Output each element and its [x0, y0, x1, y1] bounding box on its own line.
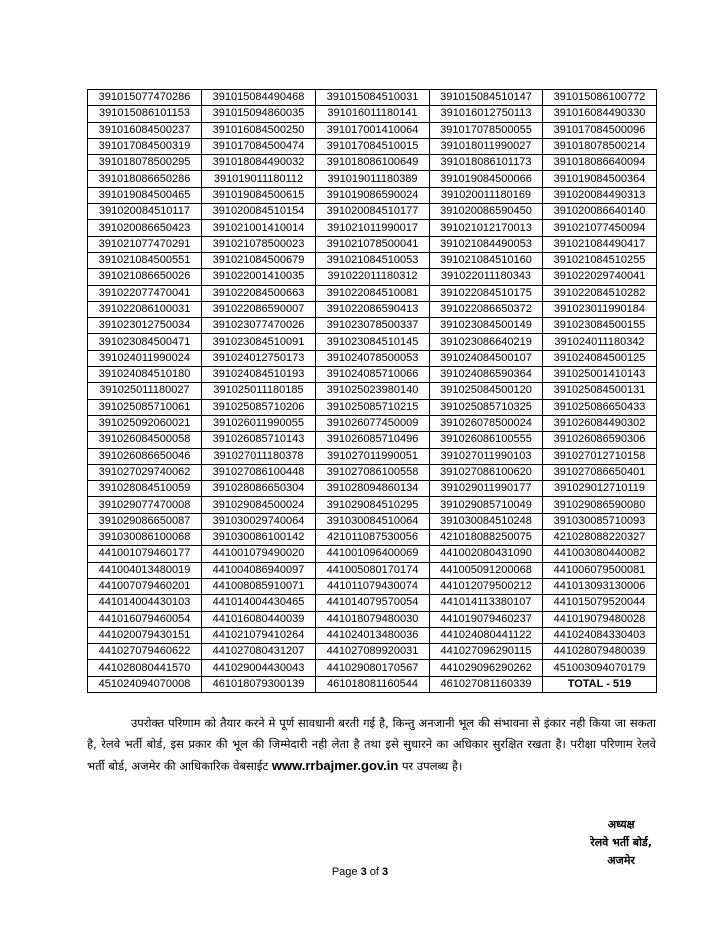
roll-number-cell: 391024085710066	[316, 367, 430, 383]
roll-number-cell: 391023086640219	[430, 334, 543, 350]
roll-number-cell: 441027079460622	[88, 644, 202, 660]
of-word: of	[369, 866, 379, 878]
roll-number-cell: 391027086650401	[543, 464, 657, 480]
roll-number-cell: 441007079460201	[88, 578, 202, 594]
roll-number-cell: 391015077470286	[88, 90, 202, 106]
signature-block	[590, 816, 652, 870]
roll-number-cell: 391023077470026	[202, 318, 316, 334]
roll-number-cell: 391023084500149	[430, 318, 543, 334]
roll-number-cell: 391020011180169	[430, 187, 543, 203]
roll-number-cell: 391029084500024	[202, 497, 316, 513]
roll-number-cell: 391030086100068	[88, 530, 202, 546]
table-row	[88, 399, 657, 415]
roll-number-cell: 391022029740041	[543, 269, 657, 285]
table-row	[88, 578, 657, 594]
table-row	[88, 236, 657, 252]
roll-number-cell: 391023084510091	[202, 334, 316, 350]
roll-number-cell: 391017084500319	[88, 138, 202, 154]
roll-number-cell: 391024012750173	[202, 350, 316, 366]
roll-number-cell: 441024084330403	[543, 627, 657, 643]
signature-organization: रेलवे भर्ती बोर्ड,	[590, 836, 652, 849]
roll-number-cell: 441027089920031	[316, 644, 430, 660]
roll-number-cell: 391021084500551	[88, 252, 202, 268]
roll-number-cell: 441014004430103	[88, 595, 202, 611]
roll-number-cell: 391021084490053	[430, 236, 543, 252]
roll-number-cell: 391024086590364	[430, 367, 543, 383]
roll-number-cell: 391030086100142	[202, 530, 316, 546]
table-row	[88, 676, 657, 692]
roll-number-cell: 391022084510175	[430, 285, 543, 301]
roll-number-cell: 391019011180112	[202, 171, 316, 187]
roll-number-cell: 391028086650304	[202, 481, 316, 497]
roll-number-cell: 391025085710215	[316, 399, 430, 415]
roll-number-cell: 391024084500125	[543, 350, 657, 366]
table-row	[88, 644, 657, 660]
table-row	[88, 611, 657, 627]
roll-number-cell: 421018088250075	[430, 530, 543, 546]
roll-number-cell: 441014004430465	[202, 595, 316, 611]
results-table	[87, 89, 657, 693]
roll-number-cell: 391025011180027	[88, 383, 202, 399]
roll-number-cell: 391027011990051	[316, 448, 430, 464]
roll-number-cell: 391020084510177	[316, 204, 430, 220]
roll-number-cell: 391018078500214	[543, 138, 657, 154]
roll-number-cell: 441029096290262	[430, 660, 543, 676]
roll-number-cell: 391018086100649	[316, 155, 430, 171]
roll-number-cell: 391024084510193	[202, 367, 316, 383]
signature-title: अध्यक्ष	[607, 818, 635, 831]
roll-number-cell: 441018079480030	[316, 611, 430, 627]
roll-number-cell: 391023084500471	[88, 334, 202, 350]
roll-number-cell: 441027080431207	[202, 644, 316, 660]
roll-number-cell: 441019079480028	[543, 611, 657, 627]
page-footer	[0, 866, 720, 878]
roll-number-cell: 391022084510282	[543, 285, 657, 301]
roll-number-cell: 441004013480019	[88, 562, 202, 578]
roll-number-cell: 391018078500295	[88, 155, 202, 171]
roll-number-cell: 441019079460237	[430, 611, 543, 627]
table-row	[88, 269, 657, 285]
roll-number-cell: 391022077470041	[88, 285, 202, 301]
roll-number-cell: 391030029740064	[202, 513, 316, 529]
roll-number-cell: 391026078500024	[430, 415, 543, 431]
roll-number-cell: 391025084500120	[430, 383, 543, 399]
roll-number-cell: 391015084510031	[316, 90, 430, 106]
roll-number-cell: 391029086590080	[543, 497, 657, 513]
roll-number-cell: 391027012710158	[543, 448, 657, 464]
disclaimer-suffix: पर उपलब्ध है।	[398, 759, 463, 773]
table-row	[88, 415, 657, 431]
roll-number-cell: 391021077470291	[88, 236, 202, 252]
roll-number-cell: 391020084510117	[88, 204, 202, 220]
roll-number-cell: 391026077450009	[316, 415, 430, 431]
roll-number-cell: 391021078500041	[316, 236, 430, 252]
roll-number-cell: 391023078500337	[316, 318, 430, 334]
roll-number-cell: 391021011990017	[316, 220, 430, 236]
roll-number-cell: 391025011180185	[202, 383, 316, 399]
roll-number-cell: 391016084490330	[543, 106, 657, 122]
roll-number-cell: 391025085710325	[430, 399, 543, 415]
roll-number-cell: 391016011180141	[316, 106, 430, 122]
table-row	[88, 627, 657, 643]
roll-number-cell: 461018079300139	[202, 676, 316, 692]
roll-number-cell: 391015084490468	[202, 90, 316, 106]
table-row	[88, 122, 657, 138]
roll-number-cell: 391022011180312	[316, 269, 430, 285]
roll-number-cell: 391022011180343	[430, 269, 543, 285]
roll-number-cell: 391024078500053	[316, 350, 430, 366]
roll-number-cell: 441024080441122	[430, 627, 543, 643]
table-row	[88, 497, 657, 513]
roll-number-cell: 441016079460054	[88, 611, 202, 627]
roll-number-cell: 391026086590306	[543, 432, 657, 448]
roll-number-cell: 441003080440082	[543, 546, 657, 562]
roll-number-cell: 391021084510160	[430, 252, 543, 268]
table-row	[88, 204, 657, 220]
roll-number-cell: 391030085710093	[543, 513, 657, 529]
roll-number-cell: 391025023980140	[316, 383, 430, 399]
roll-number-cell: 391026085710143	[202, 432, 316, 448]
roll-number-cell: 391029012710119	[543, 481, 657, 497]
roll-number-cell: 391022086650372	[430, 301, 543, 317]
roll-number-cell: 441014113380107	[430, 595, 543, 611]
roll-number-cell: 391029084510295	[316, 497, 430, 513]
table-row	[88, 318, 657, 334]
roll-number-cell: 391021001410014	[202, 220, 316, 236]
roll-number-cell: 441028080441570	[88, 660, 202, 676]
table-row	[88, 301, 657, 317]
page-word: Page	[331, 866, 358, 878]
table-row	[88, 660, 657, 676]
roll-number-cell: 391021084510053	[316, 252, 430, 268]
roll-number-cell: 441015079520044	[543, 595, 657, 611]
roll-number-cell: 391017078500055	[430, 122, 543, 138]
table-row	[88, 252, 657, 268]
roll-number-cell: 391017084510015	[316, 138, 430, 154]
table-row	[88, 546, 657, 562]
roll-number-cell: 391029085710049	[430, 497, 543, 513]
roll-number-cell: 391030084510248	[430, 513, 543, 529]
roll-number-cell: 391019086590024	[316, 187, 430, 203]
table-row	[88, 90, 657, 106]
roll-number-cell: 391027029740062	[88, 464, 202, 480]
roll-number-cell: 391025001410143	[543, 367, 657, 383]
roll-number-cell: 391015086100772	[543, 90, 657, 106]
roll-number-cell: 391018086650286	[88, 171, 202, 187]
roll-number-cell: 391025084500131	[543, 383, 657, 399]
roll-number-cell: 391020084490313	[543, 187, 657, 203]
roll-number-cell: 391017001410064	[316, 122, 430, 138]
roll-number-cell: 391027086100620	[430, 464, 543, 480]
roll-number-cell: 441029080170567	[316, 660, 430, 676]
roll-number-cell: 391021086650026	[88, 269, 202, 285]
roll-number-cell: 391021078500023	[202, 236, 316, 252]
table-row	[88, 155, 657, 171]
roll-number-cell: 391021084510255	[543, 252, 657, 268]
roll-number-cell: 391023012750034	[88, 318, 202, 334]
roll-number-cell: 461018081160544	[316, 676, 430, 692]
roll-number-cell: 391026011990055	[202, 415, 316, 431]
roll-number-cell: 441008085910071	[202, 578, 316, 594]
roll-number-cell: 391029077470008	[88, 497, 202, 513]
roll-number-cell: 391025085710206	[202, 399, 316, 415]
roll-number-cell: 391019084500364	[543, 171, 657, 187]
roll-number-cell: 391018084490032	[202, 155, 316, 171]
roll-number-cell: 441004086940097	[202, 562, 316, 578]
roll-number-cell: 391016012750113	[430, 106, 543, 122]
roll-number-cell: 441011079430074	[316, 578, 430, 594]
table-row	[88, 334, 657, 350]
roll-number-cell: 391020086590450	[430, 204, 543, 220]
roll-number-cell: 441024013480036	[316, 627, 430, 643]
roll-number-cell: 391015094860035	[202, 106, 316, 122]
roll-number-cell: 441001096400069	[316, 546, 430, 562]
roll-number-cell: 391019011180389	[316, 171, 430, 187]
table-row	[88, 285, 657, 301]
roll-number-cell: 391019084500615	[202, 187, 316, 203]
roll-number-cell: 391020086650423	[88, 220, 202, 236]
roll-number-cell: 441014079570054	[316, 595, 430, 611]
roll-number-cell: 391020084510154	[202, 204, 316, 220]
table-row	[88, 513, 657, 529]
roll-number-cell: 441016080440039	[202, 611, 316, 627]
table-row	[88, 562, 657, 578]
roll-number-cell: 441001079490020	[202, 546, 316, 562]
roll-number-cell: 391024084500107	[430, 350, 543, 366]
roll-number-cell: 391016084500250	[202, 122, 316, 138]
roll-number-cell: 391024011180342	[543, 334, 657, 350]
roll-number-cell: 391015084510147	[430, 90, 543, 106]
roll-number-cell: 441005080170174	[316, 562, 430, 578]
roll-number-cell: 391023084510145	[316, 334, 430, 350]
table-row	[88, 530, 657, 546]
table-row	[88, 187, 657, 203]
roll-number-cell: 391026084490302	[543, 415, 657, 431]
roll-number-cell: 441005091200068	[430, 562, 543, 578]
table-row	[88, 595, 657, 611]
roll-number-cell: 451003094070179	[543, 660, 657, 676]
roll-number-cell: 391027011990103	[430, 448, 543, 464]
roll-number-cell: 391023011990184	[543, 301, 657, 317]
current-page-number: 3	[360, 866, 367, 878]
roll-number-cell: 391021012170013	[430, 220, 543, 236]
roll-number-cell: 391026084500058	[88, 432, 202, 448]
roll-number-cell: 391027011180378	[202, 448, 316, 464]
roll-number-cell: 441002080431090	[430, 546, 543, 562]
table-row	[88, 138, 657, 154]
roll-number-cell: 391022086590007	[202, 301, 316, 317]
roll-number-cell: 391026085710496	[316, 432, 430, 448]
roll-number-cell: 391028094860134	[316, 481, 430, 497]
roll-number-cell: 391021077450094	[543, 220, 657, 236]
roll-number-cell: 391030084510064	[316, 513, 430, 529]
roll-number-cell: 391017084500474	[202, 138, 316, 154]
roll-number-cell: 441028079480039	[543, 644, 657, 660]
roll-number-cell: 391022001410035	[202, 269, 316, 285]
roll-number-cell: 391025085710061	[88, 399, 202, 415]
roll-number-cell: 391017084500096	[543, 122, 657, 138]
roll-number-cell: 391022086590413	[316, 301, 430, 317]
disclaimer-paragraph	[87, 713, 656, 777]
roll-number-cell: 441001079460177	[88, 546, 202, 562]
roll-number-cell: 421028088220327	[543, 530, 657, 546]
roll-number-cell: 391022084510081	[316, 285, 430, 301]
roll-number-cell: 391027086100448	[202, 464, 316, 480]
roll-number-cell: 391023084500155	[543, 318, 657, 334]
table-row	[88, 350, 657, 366]
roll-number-cell: 391015086101153	[88, 106, 202, 122]
roll-number-cell: 391021084500679	[202, 252, 316, 268]
roll-number-cell: 391018011990027	[430, 138, 543, 154]
table-row	[88, 464, 657, 480]
roll-number-cell: 441012079500212	[430, 578, 543, 594]
roll-number-cell: 391024011990024	[88, 350, 202, 366]
roll-number-cell: 391025086650433	[543, 399, 657, 415]
roll-number-cell: 421011087530056	[316, 530, 430, 546]
table-row	[88, 220, 657, 236]
total-count-cell: TOTAL - 519	[543, 676, 657, 692]
roll-number-cell: 391019084500066	[430, 171, 543, 187]
table-row	[88, 383, 657, 399]
roll-number-cell: 391026086100555	[430, 432, 543, 448]
roll-number-cell: 391024084510180	[88, 367, 202, 383]
table-row	[88, 481, 657, 497]
roll-number-cell: 441021079410264	[202, 627, 316, 643]
signature-location: अजमेर	[607, 854, 635, 867]
roll-number-cell: 391016084500237	[88, 122, 202, 138]
table-row	[88, 367, 657, 383]
total-page-number: 3	[382, 866, 389, 878]
roll-number-cell: 391021084490417	[543, 236, 657, 252]
roll-number-cell: 391018086101173	[430, 155, 543, 171]
table-row	[88, 106, 657, 122]
table-row	[88, 171, 657, 187]
roll-number-cell: 391029011990177	[430, 481, 543, 497]
roll-number-cell: 391022086100031	[88, 301, 202, 317]
roll-number-cell: 391018086640094	[543, 155, 657, 171]
roll-number-cell: 441029004430043	[202, 660, 316, 676]
roll-number-cell: 441020079430151	[88, 627, 202, 643]
roll-number-cell: 391019084500465	[88, 187, 202, 203]
table-row	[88, 432, 657, 448]
roll-number-cell: 391020086640140	[543, 204, 657, 220]
roll-number-cell: 441027096290115	[430, 644, 543, 660]
roll-number-cell: 391027086100558	[316, 464, 430, 480]
roll-number-cell: 461027081160339	[430, 676, 543, 692]
table-row	[88, 448, 657, 464]
roll-number-cell: 391022084500663	[202, 285, 316, 301]
results-table-body	[88, 90, 657, 693]
disclaimer-text: उपरोक्त परिणाम को तैयार करने मे पूर्ण सावधानी बरती गई है, किन्तु अनजानी भूल की संभावना से इंकार नही किया जा सकता है, रेलवे भर्ती बोर्ड, इस प्रकार की भूल की जिम्मेदारी नही लेता है तथा इसे सुधारने का अधिकार सुरक्षित रखता है। परीक्षा परिणाम रेलवे भर्ती बोर्ड, अजमेर की आधिकारिक वेबसाईट	[87, 716, 656, 773]
roll-number-cell: 391028084510059	[88, 481, 202, 497]
roll-number-cell: 391026086650046	[88, 448, 202, 464]
roll-number-cell: 441013093130006	[543, 578, 657, 594]
roll-number-cell: 451024094070008	[88, 676, 202, 692]
roll-number-cell: 391025092060021	[88, 415, 202, 431]
website-link[interactable]: www.rrbajmer.gov.in	[271, 758, 399, 773]
roll-number-cell: 441006079500081	[543, 562, 657, 578]
roll-number-cell: 391029086650087	[88, 513, 202, 529]
